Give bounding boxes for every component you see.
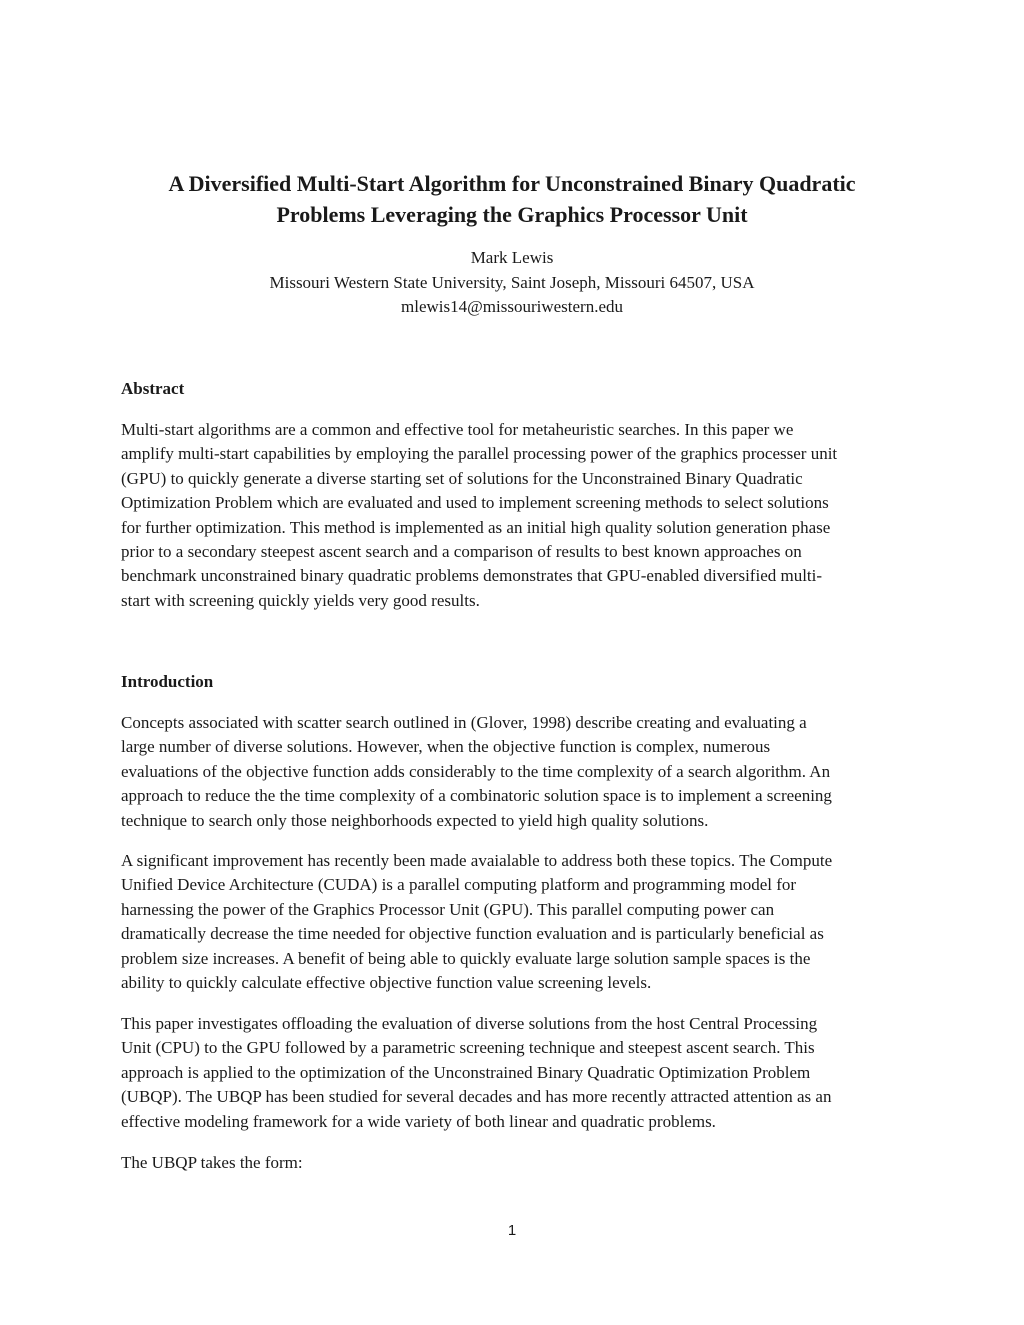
text-line: approach is applied to the optimization of the Unconstrained Binary Quadratic Optimization Problem bbox=[121, 1062, 811, 1082]
abstract-paragraph bbox=[121, 418, 911, 613]
author-block bbox=[100, 246, 924, 320]
abstract-heading: Abstract bbox=[121, 379, 185, 398]
text-line: This paper investigates offloading the evaluation of diverse solutions from the host Central Processing bbox=[121, 1014, 818, 1033]
paper-title bbox=[100, 168, 924, 230]
text-line: ability to quickly calculate effective objective function value screening levels. bbox=[121, 973, 652, 993]
text-line: effective modeling framework for a wide variety of both linear and quadratic problems. bbox=[121, 1111, 716, 1131]
text-line: harnessing the power of the Graphics Processor Unit (GPU). This parallel computing power can bbox=[121, 899, 775, 919]
intro-paragraph-2 bbox=[121, 849, 911, 995]
text-line: Optimization Problem which are evaluated and used to implement screening methods to select solutions bbox=[121, 493, 829, 513]
intro-paragraph-1 bbox=[121, 711, 911, 833]
text-line: technique to search only those neighborhoods expected to yield high quality solutions. bbox=[121, 810, 709, 830]
text-line: dramatically decrease the time needed for objective function evaluation and is particularly beneficial as bbox=[121, 924, 824, 944]
text-line: prior to a secondary steepest ascent search and a comparison of results to best known approaches on bbox=[121, 542, 802, 562]
text-line: A significant improvement has recently been made avaialable to address both these topics. The Compute bbox=[121, 851, 833, 870]
text-line: (GPU) to quickly generate a diverse starting set of solutions for the Unconstrained Binary Quadratic bbox=[121, 468, 803, 488]
intro-paragraph-3 bbox=[121, 1012, 911, 1134]
text-line: large number of diverse solutions. However, when the objective function is complex, numerous bbox=[121, 737, 771, 757]
text-line: benchmark unconstrained binary quadratic problems demonstrates that GPU-enabled diversified multi- bbox=[121, 566, 823, 586]
text-line: (UBQP). The UBQP has been studied for several decades and has more recently attracted attention as an bbox=[121, 1087, 832, 1107]
text-line: The UBQP takes the form: bbox=[121, 1153, 303, 1172]
text-line: approach to reduce the the time complexity of a combinatoric solution space is to implement a screening bbox=[121, 786, 832, 806]
author-email: mlewis14@missouriwestern.edu bbox=[401, 297, 623, 316]
text-line: Unified Device Architecture (CUDA) is a parallel computing platform and programming model for bbox=[121, 875, 797, 895]
page-number: 1 bbox=[507, 1222, 517, 1239]
intro-paragraph-4 bbox=[121, 1151, 911, 1175]
text-line: Unit (CPU) to the GPU followed by a parametric screening technique and steepest ascent search. This bbox=[121, 1038, 815, 1058]
text-line: for further optimization. This method is implemented as an initial high quality solution generation phase bbox=[121, 517, 831, 537]
text-line: Multi-start algorithms are a common and effective tool for metaheuristic searches. In this paper we bbox=[121, 420, 794, 439]
text-line: evaluations of the objective function adds considerably to the time complexity of a search algorithm. An bbox=[121, 761, 831, 781]
introduction-heading: Introduction bbox=[121, 672, 214, 691]
text-line: start with screening quickly yields very good results. bbox=[121, 590, 480, 610]
title-line: A Diversified Multi-Start Algorithm for Unconstrained Binary Quadratic bbox=[168, 171, 856, 196]
title-line: Problems Leveraging the Graphics Processor Unit bbox=[276, 202, 748, 227]
text-line: problem size increases. A benefit of being able to quickly evaluate large solution sample spaces is the bbox=[121, 948, 811, 968]
text-line: Concepts associated with scatter search outlined in (Glover, 1998) describe creating and evaluating a bbox=[121, 713, 807, 732]
text-line: amplify multi-start capabilities by employing the parallel processing power of the graphics processer unit bbox=[121, 444, 838, 464]
author-name: Mark Lewis bbox=[470, 248, 554, 267]
author-affiliation: Missouri Western State University, Saint Joseph, Missouri 64507, USA bbox=[269, 272, 755, 292]
